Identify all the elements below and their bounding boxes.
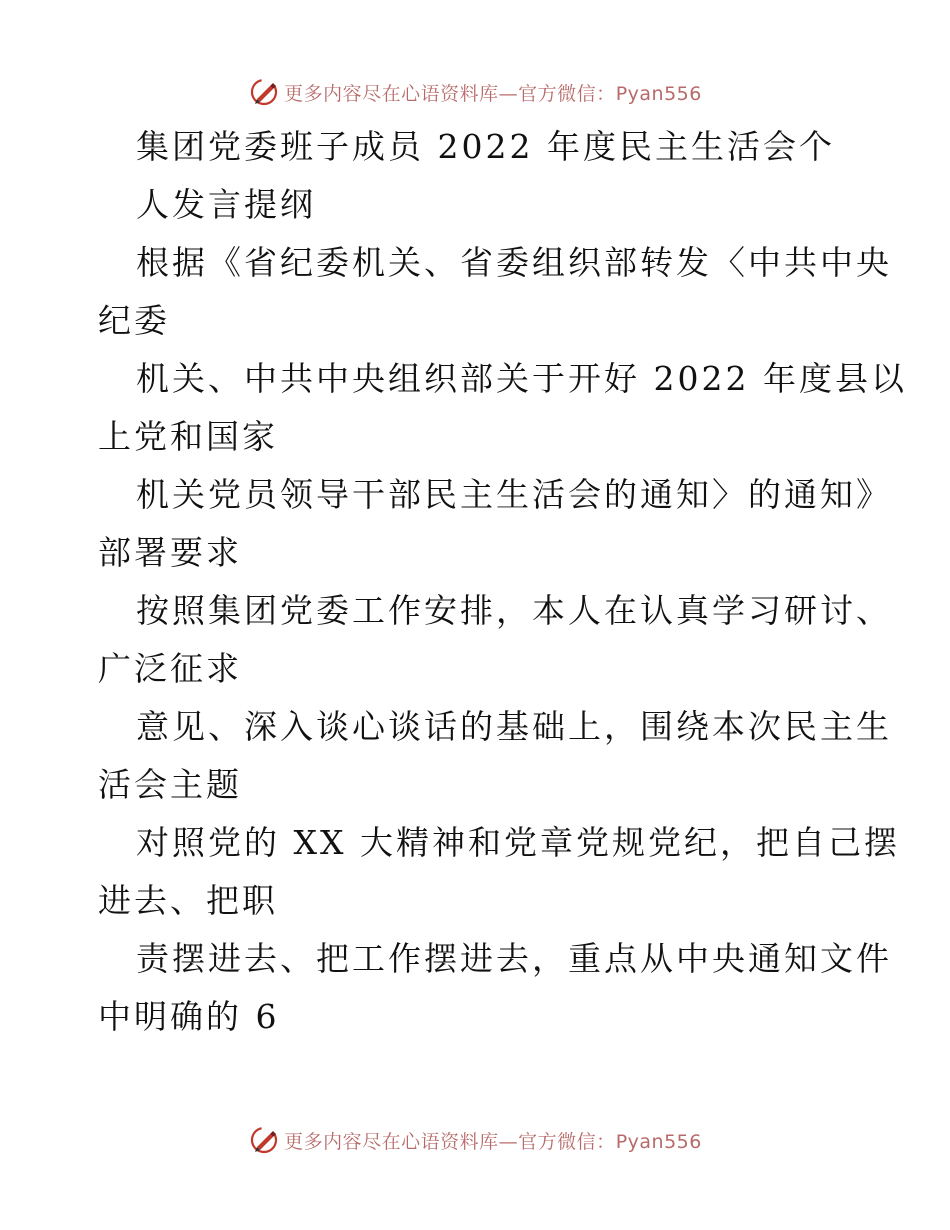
pen-logo-icon <box>248 1124 280 1156</box>
header-banner <box>0 72 950 112</box>
paragraph-line: 根据《省纪委机关、省委组织部转发〈中共中央 <box>136 243 892 282</box>
paragraph-line: 机关、中共中央组织部关于开好 2022 年度县以 <box>136 359 907 398</box>
paragraph-line: 进去、把职 <box>98 881 278 920</box>
paragraph-line: 广泛征求 <box>98 649 242 688</box>
paragraph-line: 活会主题 <box>98 765 242 804</box>
footer-banner <box>0 1120 950 1160</box>
pen-logo-icon <box>248 76 280 108</box>
title-line-2: 人发言提纲 <box>136 185 316 224</box>
paragraph-line: 上党和国家 <box>98 417 278 456</box>
paragraph-line: 意见、深入谈心谈话的基础上，围绕本次民主生 <box>136 707 892 746</box>
paragraph-line: 按照集团党委工作安排，本人在认真学习研讨、 <box>136 591 892 630</box>
title-line-1: 集团党委班子成员 2022 年度民主生活会个 <box>136 127 835 166</box>
paragraph-line: 责摆进去、把工作摆进去，重点从中央通知文件 <box>136 939 892 978</box>
paragraph-line: 中明确的 6 <box>98 997 280 1036</box>
paragraph-line: 纪委 <box>98 301 170 340</box>
footer-wechat-id: Pyan556 <box>615 1130 702 1153</box>
paragraph-line: 机关党员领导干部民主生活会的通知〉的通知》 <box>136 475 892 514</box>
header-banner-text: 更多内容尽在心语资料库—官方微信：Pyan556 <box>284 82 702 105</box>
document-body <box>98 118 907 1046</box>
paragraph-line: 对照党的 XX 大精神和党章党规党纪，把自己摆 <box>136 823 900 862</box>
paragraph-line: 部署要求 <box>98 533 242 572</box>
footer-banner-text: 更多内容尽在心语资料库—官方微信：Pyan556 <box>284 1130 702 1153</box>
header-wechat-id: Pyan556 <box>615 82 702 105</box>
